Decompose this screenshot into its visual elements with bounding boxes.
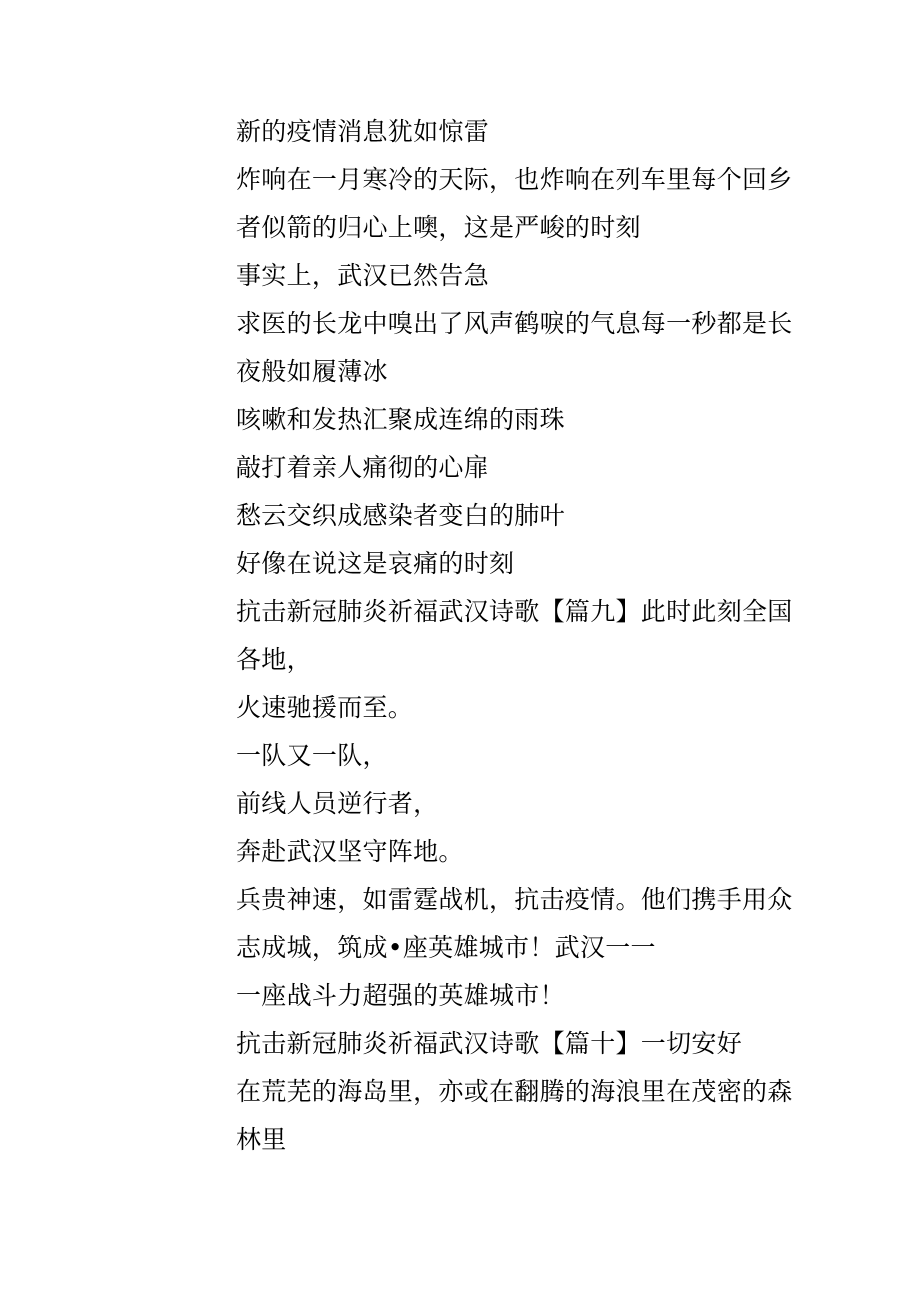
text-line: 前线人员逆行者， bbox=[236, 789, 439, 818]
section-heading-line: 抗击新冠肺炎祈福武汉诗歌【篇九】此时此刻全国 bbox=[236, 597, 793, 626]
text-line: 炸响在一月寒冷的天际，也炸响在列车里每个回乡 bbox=[236, 165, 793, 194]
text-line: 各地， bbox=[236, 645, 312, 674]
text-line: 敲打着亲人痛彻的心扉 bbox=[236, 453, 490, 482]
text-line: 者似箭的归心上噢，这是严峻的时刻 bbox=[236, 213, 641, 242]
text-line: 一座战斗力超强的英雄城市！ bbox=[236, 981, 565, 1010]
poem-text-block bbox=[236, 108, 796, 1164]
text-line: 好像在说这是哀痛的时刻 bbox=[236, 549, 515, 578]
text-line: 新的疫情消息犹如惊雷 bbox=[236, 117, 490, 146]
text-line: 兵贵神速，如雷霆战机，抗击疫情。他们携手用众 bbox=[236, 885, 793, 914]
text-line: 咳嗽和发热汇聚成连绵的雨珠 bbox=[236, 405, 565, 434]
section-heading-line: 抗击新冠肺炎祈福武汉诗歌【篇十】一切安好 bbox=[236, 1029, 743, 1058]
text-line: 奔赴武汉坚守阵地。 bbox=[236, 837, 464, 866]
text-line: 夜般如履薄冰 bbox=[236, 357, 388, 386]
text-line: 志成城，筑成•座英雄城市！武汉一一 bbox=[236, 933, 656, 962]
text-line: 一队又一队， bbox=[236, 741, 388, 770]
text-line: 在荒芜的海岛里，亦或在翻腾的海浪里在茂密的森 bbox=[236, 1077, 793, 1106]
text-line: 林里 bbox=[236, 1125, 287, 1154]
text-line: 求医的长龙中嗅出了风声鹤唳的气息每一秒都是长 bbox=[236, 309, 793, 338]
text-line: 事实上，武汉已然告急 bbox=[236, 261, 490, 290]
text-line: 火速驰援而至。 bbox=[236, 693, 414, 722]
text-line: 愁云交织成感染者变白的肺叶 bbox=[236, 501, 565, 530]
